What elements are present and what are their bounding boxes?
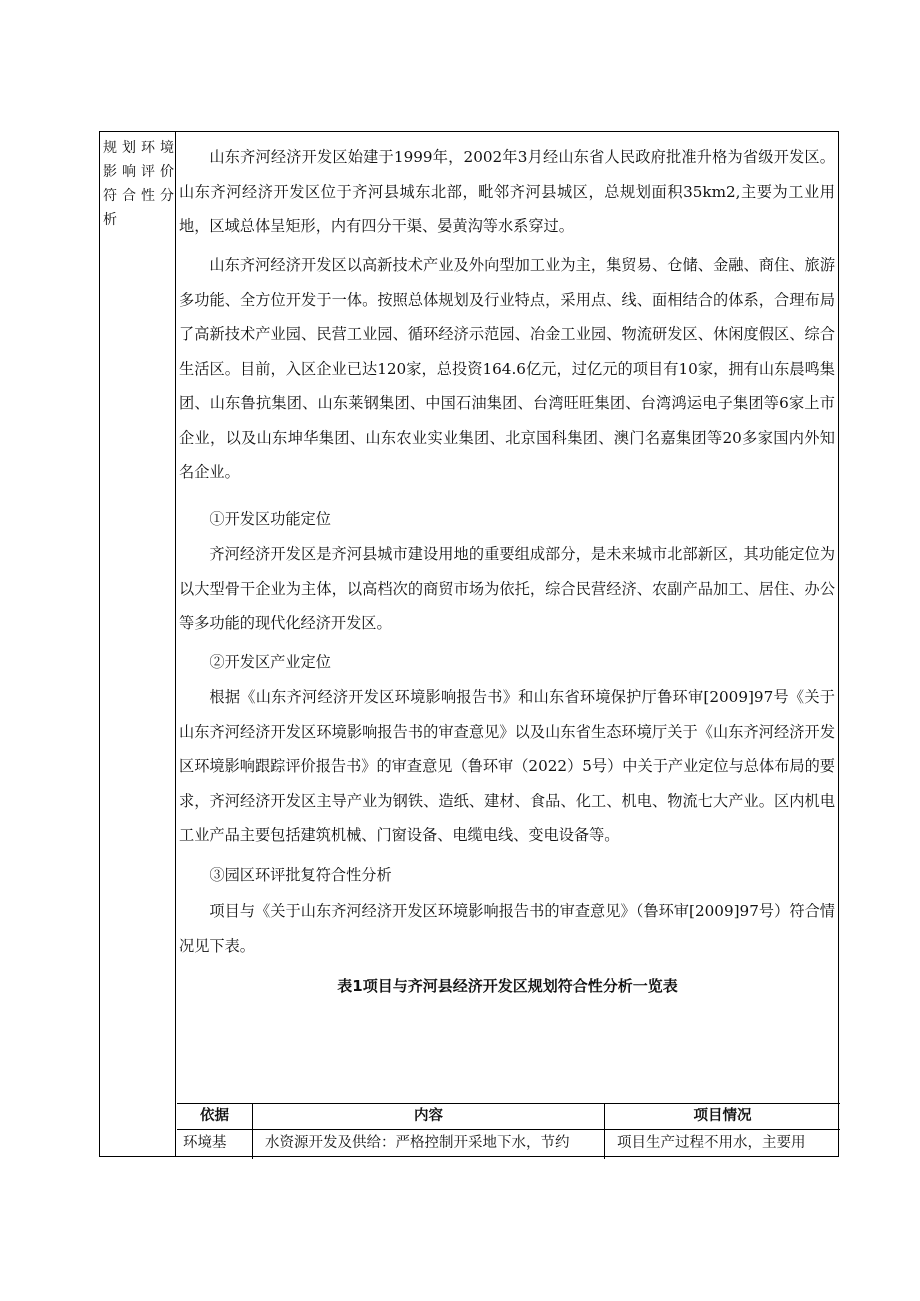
document-frame [99, 131, 839, 1157]
paragraph-compliance: 项目与《关于山东齐河经济开发区环境影响报告书的审查意见》（鲁环审[2009]97号）符合情况见下表。 [179, 902, 835, 955]
left-column [100, 132, 176, 1156]
compliance-table [177, 1103, 840, 1159]
table-header-basis: 依据 [200, 1108, 229, 1124]
table-header-project: 项目情况 [693, 1108, 752, 1124]
heading-compliance: ③园区环评批复符合性分析 [209, 866, 392, 884]
paragraph-industry-position: 根据《山东齐河经济开发区环境影响报告书》和山东省环境保护厅鲁环审[2009]97号《关于山东齐河经济开发区环境影响报告书的审查意见》以及山东省生态环境厅关于《山东齐河经济开发区环境影响跟踪评价报告书》的审查意见（鲁环审（2022）5号）中关于产业定位与总体布局的要求，齐河经济开发区主导产业为钢铁、造纸、建材、食品、化工、机电、物流七大产业。区内机电工业产品主要包括建筑机械、门窗设备、电缆电线、变电设备等。 [179, 688, 835, 844]
paragraph-overview: 山东齐河经济开发区始建于1999年，2002年3月经山东省人民政府批准升格为省级开发区。山东齐河经济开发区位于齐河县城东北部，毗邻齐河县城区，总规划面积35km2,主要为工业用地，区域总体呈矩形，内有四分干渠、晏黄沟等水系穿过。 [179, 148, 835, 235]
section-label: 规划环境影响评价符合性分析 [103, 140, 175, 228]
heading-industry-position: ②开发区产业定位 [209, 653, 331, 671]
table-cell-basis: 环境基 [183, 1135, 227, 1151]
table-header-content: 内容 [414, 1108, 443, 1124]
paragraph-industry: 山东齐河经济开发区以高新技术产业及外向型加工业为主，集贸易、仓储、金融、商住、旅游多功能、全方位开发于一体。按照总体规划及行业特点，采用点、线、面相结合的体系，合理布局了高新技术产业园、民营工业园、循环经济示范园、冶金工业园、物流研发区、休闲度假区、综合生活区。目前，入区企业已达120家，总投资164.6亿元，过亿元的项目有10家，拥有山东晨鸣集团、山东鲁抗集团、山东莱钢集团、中国石油集团、台湾旺旺集团、台湾鸿运电子集团等6家上市企业，以及山东坤华集团、山东农业实业集团、北京国科集团、澳门名嘉集团等20多家国内外知名企业。 [179, 256, 835, 481]
table-row-divider [177, 1129, 840, 1130]
table-title: 表1项目与齐河县经济开发区规划符合性分析一览表 [337, 977, 678, 995]
content-column [177, 132, 838, 1156]
table-cell-content: 水资源开发及供给：严格控制开采地下水，节约 [265, 1135, 570, 1151]
table-cell-project: 项目生产过程不用水，主要用 [617, 1135, 806, 1151]
heading-function: ①开发区功能定位 [209, 510, 331, 528]
paragraph-function: 齐河经济开发区是齐河县城市建设用地的重要组成部分，是未来城市北部新区，其功能定位为以大型骨干企业为主体，以高档次的商贸市场为依托，综合民营经济、农副产品加工、居住、办公等多功能的现代化经济开发区。 [179, 545, 835, 632]
